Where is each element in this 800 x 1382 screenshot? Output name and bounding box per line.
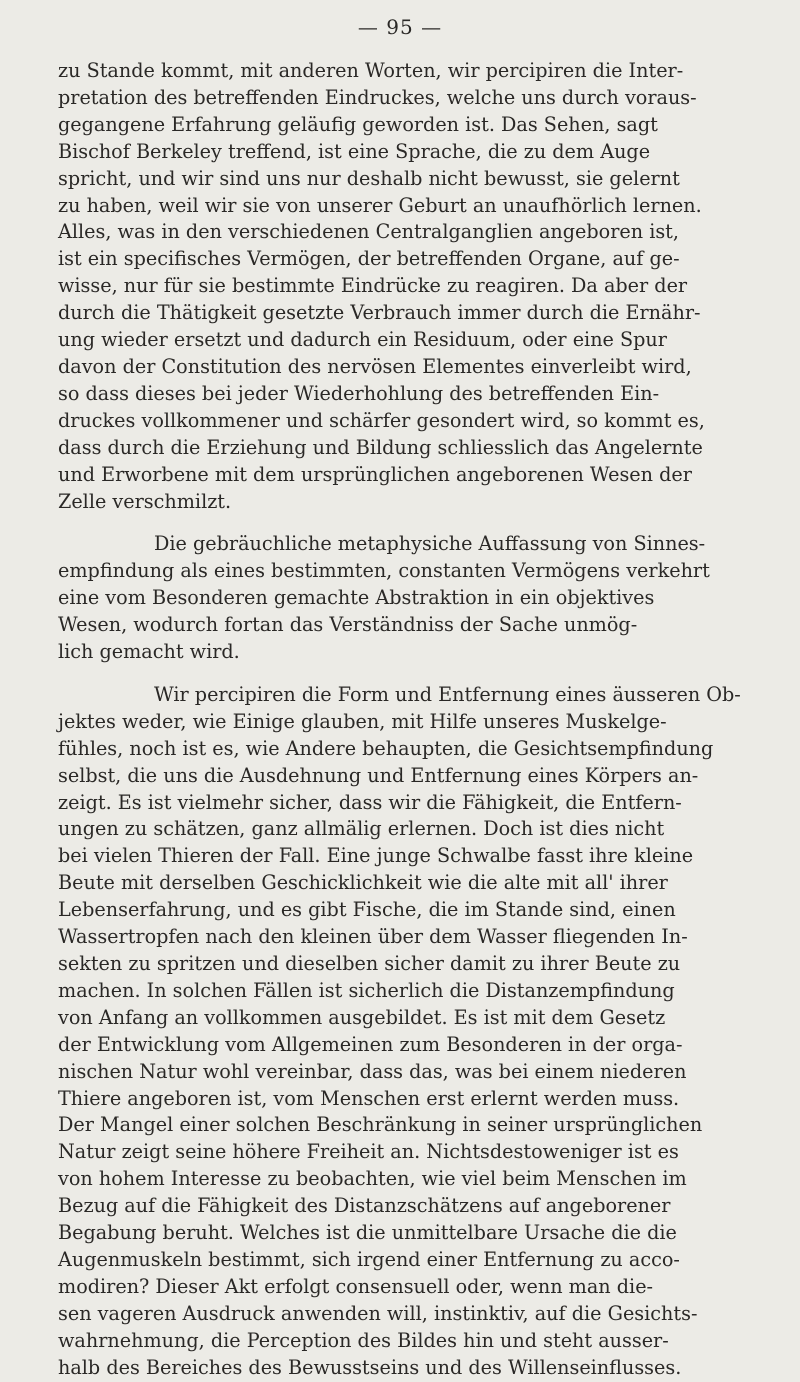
text-line: ungen zu schätzen, ganz allmälig erlernen. Doch ist dies nicht xyxy=(58,817,665,841)
page-number: — 95 — xyxy=(357,15,443,39)
paragraph-3 xyxy=(58,682,764,1382)
text-line: ist ein specifisches Vermögen, der betreffenden Organe, auf ge- xyxy=(58,247,680,271)
text-line: Alles, was in den verschiedenen Centralganglien angeboren ist, xyxy=(58,220,679,244)
text-line: jektes weder, wie Einige glauben, mit Hilfe unseres Muskelge- xyxy=(58,709,667,733)
text-line: empfindung als eines bestimmten, constanten Vermögens verkehrt xyxy=(58,559,710,583)
text-line: zu Stande kommt, mit anderen Worten, wir percipiren die Inter- xyxy=(58,59,684,82)
text-line: sekten zu spritzen und dieselben sicher damit zu ihrer Beute zu xyxy=(58,952,681,975)
text-line: von hohem Interesse zu beobachten, wie viel beim Menschen im xyxy=(58,1167,687,1191)
text-line: selbst, die uns die Ausdehnung und Entfernung eines Körpers an- xyxy=(58,763,699,787)
text-line: Natur zeigt seine höhere Freiheit an. Nichtsdestoweniger ist es xyxy=(58,1140,679,1164)
text-line: Beute mit derselben Geschicklichkeit wie die alte mit all' ihrer xyxy=(58,871,668,895)
text-line: Der Mangel einer solchen Beschränkung in seiner ursprünglichen xyxy=(58,1113,703,1137)
text-line: sen vageren Ausdruck anwenden will, instinktiv, auf die Gesichts- xyxy=(58,1301,698,1325)
text-line: wisse, nur für sie bestimmte Eindrücke zu reagiren. Da aber der xyxy=(58,274,688,298)
text-line: Thiere angeboren ist, vom Menschen erst erlernt werden muss. xyxy=(58,1086,680,1110)
text-line: Wesen, wodurch fortan das Verständniss der Sache unmög- xyxy=(58,613,638,637)
text-line: Bischof Berkeley treffend, ist eine Sprache, die zu dem Auge xyxy=(58,139,651,163)
text-line: halb des Bereiches des Bewusstseins und des Willenseinflusses. xyxy=(58,1355,682,1379)
text-line: wahrnehmung, die Perception des Bildes hin und steht ausser- xyxy=(58,1328,669,1352)
text-line: gegangene Erfahrung geläufig geworden ist. Das Sehen, sagt xyxy=(58,112,658,136)
text-line: Die gebräuchliche metaphysiche Auffassung von Sinnes- xyxy=(154,532,706,556)
text-line: Begabung beruht. Welches ist die unmittelbare Ursache die die xyxy=(58,1221,677,1245)
text-line: ung wieder ersetzt und dadurch ein Residuum, oder eine Spur xyxy=(58,328,667,352)
paragraph-2 xyxy=(58,531,764,666)
text-line: pretation des betreffenden Eindruckes, welche uns durch voraus- xyxy=(58,85,697,109)
paragraph-1 xyxy=(58,58,764,515)
text-line: davon der Constitution des nervösen Elementes einverleibt wird, xyxy=(58,354,692,378)
text-line: der Entwicklung vom Allgemeinen zum Besonderen in der orga- xyxy=(58,1032,683,1056)
text-line: Zelle verschmilzt. xyxy=(58,489,232,513)
text-line: spricht, und wir sind uns nur deshalb nicht bewusst, sie gelernt xyxy=(58,166,680,190)
text-line: zu haben, weil wir sie von unserer Geburt an unaufhörlich lernen. xyxy=(58,193,702,217)
text-line: durch die Thätigkeit gesetzte Verbrauch immer durch die Ernähr- xyxy=(58,301,701,325)
text-line: machen. In solchen Fällen ist sicherlich die Distanzempfindung xyxy=(58,978,675,1002)
text-line: Lebenserfahrung, und es gibt Fische, die im Stande sind, einen xyxy=(58,898,676,922)
text-line: fühles, noch ist es, wie Andere behaupten, die Gesichtsempfindung xyxy=(58,736,714,760)
text-line: und Erworbene mit dem ursprünglichen angeborenen Wesen der xyxy=(58,462,692,486)
text-line: zeigt. Es ist vielmehr sicher, dass wir die Fähigkeit, die Entfern- xyxy=(58,790,682,814)
text-line: bei vielen Thieren der Fall. Eine junge Schwalbe fasst ihre kleine xyxy=(58,844,694,868)
text-line: druckes vollkommener und schärfer gesondert wird, so kommt es, xyxy=(58,408,705,432)
text-line: Wassertropfen nach den kleinen über dem Wasser fliegenden In- xyxy=(58,925,688,949)
text-line: von Anfang an vollkommen ausgebildet. Es ist mit dem Gesetz xyxy=(58,1005,666,1029)
body-text xyxy=(58,58,764,1382)
text-line: Augenmuskeln bestimmt, sich irgend einer Entfernung zu acco- xyxy=(58,1247,680,1271)
text-line: Bezug auf die Fähigkeit des Distanzschätzens auf angeborener xyxy=(58,1194,671,1218)
text-line: dass durch die Erziehung und Bildung schliesslich das Angelernte xyxy=(58,435,703,459)
text-line: eine vom Besonderen gemachte Abstraktion in ein objektives xyxy=(58,586,655,610)
text-line: so dass dieses bei jeder Wiederhohlung des betreffenden Ein- xyxy=(58,381,660,405)
text-line: nischen Natur wohl vereinbar, dass das, was bei einem niederen xyxy=(58,1059,687,1083)
text-line: Wir percipiren die Form und Entfernung eines äusseren Ob- xyxy=(154,682,741,706)
text-line: lich gemacht wird. xyxy=(58,640,240,664)
text-line: modiren? Dieser Akt erfolgt consensuell oder, wenn man die- xyxy=(58,1274,654,1298)
